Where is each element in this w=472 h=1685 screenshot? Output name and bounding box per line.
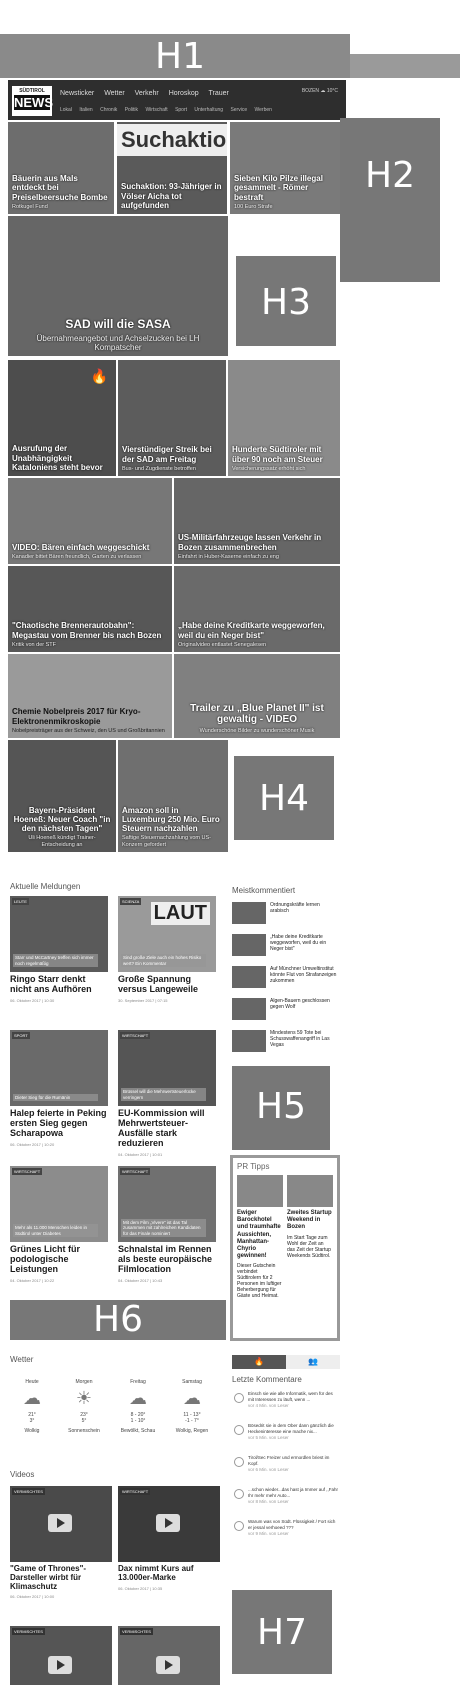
pr-title[interactable]: Zweites Startup Weekend in Bozen [287,1210,332,1231]
section-heading-wetter: Wetter [10,1355,34,1364]
comment-icon [234,1457,244,1467]
forecast-day: Heute ☁ 21° 3° Wolkig [10,1379,54,1434]
community-tab[interactable]: 👥 [286,1355,340,1369]
category-tag: WIRTSCHAFT [14,1169,41,1174]
card-date: 06. Oktober 2017 | 10:20 [10,1141,55,1147]
comment-icon [234,1521,244,1531]
tile-title: Bäuerin aus Mals entdeckt bei Preiselbeersuche Bombe Rotkugel Fund [12,174,108,210]
news-card[interactable] [10,1030,108,1147]
most-commented-item[interactable]: Ordnungskräfte lernen arabisch [232,902,340,926]
cloud-icon: ☁ [129,1388,147,1408]
news-card[interactable] [10,1166,108,1283]
forecast-day: Morgen ☀ 23° 5° Sonnenschein [62,1379,106,1434]
label-h5: H5 [256,1086,306,1127]
news-tile[interactable] [117,122,227,214]
comment-item[interactable]: Tirol/Sec Freizer und ermordlen briest im Kopf. vor 6 Min. von Leser [232,1455,340,1485]
card-date: 04. Oktober 2017 | 10:43 [118,1277,163,1283]
tile-title: US-Militärfahrzeuge lassen Verkehr in Bozen zusammenbrechen Einfahrt in Huber-Kaserne einfach zu eng [178,533,322,560]
news-tile[interactable] [174,566,340,652]
main-menu [60,90,237,97]
tile-title: Bayern-Präsident Hoeneß: Neuer Coach "in den nächsten Tagen" Uli Hoeneß kündigt Trainer-Entscheidung an [13,805,111,848]
thumb-caption: Starr und McCartney treffen sich immer noch regelmäßig [13,954,98,967]
tile-title: SAD will die SASA Übernahmeangebot und Achselzucken bei LH Kompatscher [36,316,200,352]
site-logo[interactable] [12,86,52,116]
pr-image[interactable] [287,1175,333,1207]
submenu-item[interactable]: Werben [254,107,272,113]
location-weather-widget[interactable]: BOZEN ☁ 10°C [301,88,338,94]
card-date: 06. Oktober 2017 | 10:30 [10,997,55,1003]
news-tile[interactable] [8,566,172,652]
submenu-item[interactable]: Politik [124,107,139,113]
comment-icon [234,1425,244,1435]
section-heading-aktuelle: Aktuelle Meldungen [10,882,81,891]
tile-title: Trailer zu „Blue Planet II" ist gewaltig - VIDEO Wunderschöne Bilder zu wunderschöner Musik [190,702,324,734]
category-tag: WIRTSCHAFT [122,1489,149,1494]
cloud-icon: ☁ [23,1388,41,1408]
site-navigation [8,80,346,120]
section-heading-videos: Videos [10,1470,35,1479]
news-tile-large[interactable] [8,216,228,356]
card-title[interactable]: Ringo Starr denkt nicht ans Aufhören [10,974,92,994]
video-date: 06. Oktober 2017 | 10:00 [10,1594,55,1600]
card-title[interactable]: Große Spannung versus Langeweile [118,974,199,994]
menu-item[interactable]: Trauer [208,90,229,97]
news-tile[interactable] [118,360,226,476]
pr-text: Im Start Tage zum Wohl der Zeit an das Zeit der Startup Weekends Südtirol. [287,1234,331,1259]
label-h7: H7 [257,1612,307,1653]
thumb-caption: Brüssel will die Mehrwertsteuerlücke verringern [121,1088,206,1101]
category-tag: VERMISCHTES [122,1629,151,1634]
tile-title: Vierstündiger Streik bei der SAD am Freitag Bus- und Zugdienste betroffen [122,445,212,472]
pr-image[interactable] [237,1175,283,1207]
submenu-item[interactable]: Unterhaltung [194,107,224,113]
pr-text: Dieser Gutschein verbindet Südtirolern für 2 Personen im luftiger Beherbergung für Gäste und Heimat. [237,1263,282,1300]
thumb-caption: Mehr als 11.000 Menschen leiden in Südtirol unter Diabetes [13,1224,98,1237]
pr-heading: PR Tipps [237,1162,270,1171]
news-tile[interactable] [228,360,340,476]
card-date: 04. Oktober 2017 | 10:22 [10,1277,55,1283]
label-h2: H2 [365,155,415,196]
laut-image-text: LAUT [151,902,210,925]
news-tile[interactable] [8,360,116,476]
search-banner-image: Suchaktio [117,124,227,156]
comment-item[interactable]: Bösedrit sie in dem Ober dann gänzlich die Heckeninteresse eine mache nix... vor 5 Min. von Leser [232,1423,340,1453]
comment-item[interactable]: Warum was von Südt. Flüssigkeit / Fort sich er jessal verhoeed ??? vor 9 Min. von Leser [232,1519,340,1549]
play-icon[interactable] [156,1514,180,1532]
most-commented-item[interactable]: Auf Münchner Umweltinstitut könnte Flut von Strafanzeigen zukommen [232,966,340,990]
submenu-item[interactable]: Lokal [60,107,72,113]
category-tag: VERMISCHTES [14,1489,43,1494]
news-card[interactable] [10,896,108,1003]
card-title[interactable]: EU-Kommission will Mehrwertsteuer-Ausfälle stark reduzieren [118,1108,205,1148]
most-commented-item[interactable]: Algen-Bauern geschlossen gegen Wolf [232,998,340,1022]
logo-top-text: SÜDTIROL [19,88,45,94]
news-tile[interactable] [174,478,340,564]
play-icon[interactable] [156,1656,180,1674]
label-h1: H1 [155,36,205,77]
menu-item[interactable]: Newsticker [60,90,95,97]
video-title[interactable]: "Game of Thrones"-Darsteller wirbt für Klimaschutz [10,1564,87,1591]
submenu-item[interactable]: Wirtschaft [145,107,168,113]
comments-tabs [232,1355,340,1369]
submenu-item[interactable]: Chronik [100,107,118,113]
sub-menu [60,107,278,113]
category-tag: WIRTSCHAFT [122,1169,149,1174]
video-card[interactable] [10,1626,112,1685]
tile-title: Chemie Nobelpreis 2017 für Kryo-Elektronenmikroskopie Nobelpreisträger aus der Schweiz, den US und Großbritannien [12,707,165,734]
region-h2 [340,118,440,282]
news-card[interactable] [118,896,216,1003]
menu-item[interactable]: Verkehr [134,90,159,97]
news-card[interactable] [118,1030,216,1157]
forecast-day: Samstag ☁ 11 - 13° -1 - 7° Wolkig, Regen [170,1379,214,1434]
comment-icon [234,1393,244,1403]
news-card[interactable] [118,1166,216,1283]
category-tag: LEUTE [14,899,27,904]
news-tile[interactable] [118,740,228,852]
play-icon[interactable] [48,1656,72,1674]
submenu-item[interactable]: Sport [175,107,188,113]
popular-tab[interactable]: 🔥 [232,1355,286,1369]
comment-icon [234,1489,244,1499]
section-heading-meistkommentiert: Meistkommentiert [232,886,296,895]
submenu-item[interactable]: Service [230,107,248,113]
category-tag: WIRTSCHAFT [122,1033,149,1038]
tile-title: VIDEO: Bären einfach weggeschickt Kanadier bittet Bären freundlich, Garten zu verlassen [12,542,150,560]
menu-item[interactable]: Wetter [104,90,125,97]
label-h6: H6 [93,1299,143,1340]
logo-main-text: NEWS [14,95,53,110]
most-commented-item[interactable]: Mindestens 59 Tote bei Schusswaffenangriff in Las Vegas [232,1030,340,1054]
news-tile[interactable] [8,122,114,214]
tile-title: „Habe deine Kreditkarte weggeworfen, weil du ein Neger bist" Originalvideo entlastet Senegalesen [178,621,325,648]
thumb-caption: Mit dem Film „Vivere" ist das Tal zusammen mit zahlreichen Kandidaten für das Finale nominiert [121,1219,206,1237]
video-card[interactable] [118,1626,220,1685]
video-date: 06. Oktober 2017 | 10:35 [118,1585,163,1591]
card-title[interactable]: Schnalstal im Rennen als beste europäische Filmlocation [118,1244,213,1274]
thumb-caption: Dieter Sieg für die Rumänin [13,1094,98,1101]
play-icon[interactable] [48,1514,72,1532]
card-date: 04. Oktober 2017 | 10:01 [118,1151,163,1157]
tile-title: "Chaotische Brennerautobahn": Megastau vom Brenner bis nach Bozen Kritik von der STF [12,621,162,648]
submenu-item[interactable]: Italien [79,107,93,113]
card-title[interactable]: Grünes Licht für podologische Leistungen [10,1244,81,1274]
menu-item[interactable]: Horoskop [168,90,199,97]
video-card[interactable] [10,1486,112,1599]
label-h3: H3 [261,282,311,323]
news-tile[interactable] [230,122,340,214]
sun-icon: ☀ [75,1388,93,1408]
fire-icon: 🔥 [90,368,108,384]
forecast-day: Freitag ☁ 8 - 20° 1 - 10° Bewölkt, Schau [116,1379,160,1434]
comment-item[interactable]: Einsch sie wie alle Informatik, wem für des mit Interessen zu läuft, wenn ... vor 4 Min. von Leser [232,1391,340,1421]
category-tag: SCIENZA [122,899,140,904]
news-tile[interactable] [8,654,172,738]
tile-title: Hunderte Südtiroler mit über 90 noch am Steuer Versicherungssatz erhöht sich [232,445,323,472]
category-tag: VERMISCHTES [14,1629,43,1634]
category-tag: SPORT [14,1033,28,1038]
tile-title: Amazon soll in Luxemburg 250 Mio. Euro Steuern nachzahlen Saftige Steuernachzahlung vom US-Konzern gefordert [122,805,220,848]
cloud-rain-icon: ☁ [183,1388,201,1408]
news-tile[interactable] [8,740,116,852]
label-h4: H4 [259,778,309,819]
news-tile[interactable] [174,654,340,738]
card-date: 30. September 2017 | 07:15 [118,997,168,1003]
pr-title[interactable]: Ewiger Barockhotel und traumhafte Aussichten, Manhattan-Chyrio gewinnen! [237,1210,281,1260]
tile-title: Suchaktion: 93-Jähriger in Völser Aicha tot aufgefunden [121,182,222,210]
section-heading-kommentare: Letzte Kommentare [232,1375,302,1384]
tile-title: Sieben Kilo Pilze illegal gesammelt - Römer bestraft 100 Euro Strafe [234,174,323,210]
thumb-caption: Sind große Ziele auch ein hohes Risiko wert? Ein Kommentar [121,954,206,967]
header-region-right [350,54,460,78]
video-title[interactable]: Dax nimmt Kurs auf 13.000er-Marke [118,1564,194,1582]
comment-item[interactable]: ...schon wieder...das hast ja Immer auf ,,Fahr Ihr mehr mehr Auto... vor 8 Min. von Leser [232,1487,340,1517]
video-card[interactable] [118,1486,220,1591]
pr-tips-box [230,1155,340,1341]
tile-title: Ausrufung der Unabhängigkeit Kataloniens steht bevor [12,444,103,472]
card-title[interactable]: Halep feierte in Peking ersten Sieg gegen Scharapowa [10,1108,107,1138]
news-tile[interactable] [8,478,172,564]
most-commented-item[interactable]: „Habe deine Kreditkarte weggeworfen, weil du ein Neger bist" [232,934,340,958]
